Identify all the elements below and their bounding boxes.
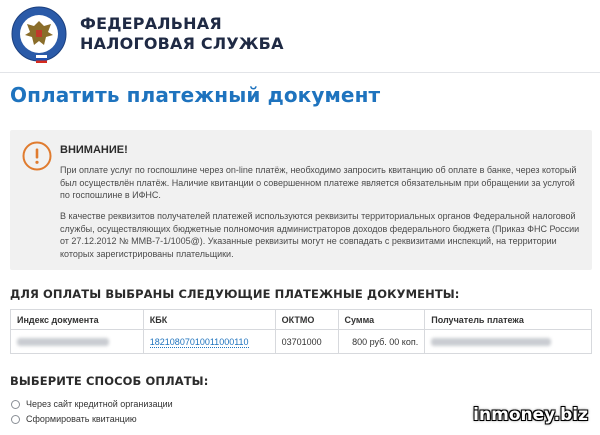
payment-option-label: Сформировать квитанцию <box>26 414 137 424</box>
payment-option-label: Через сайт кредитной организации <box>26 399 173 409</box>
payment-documents-table <box>10 309 592 354</box>
column-header-kbk: КБК <box>143 310 275 330</box>
notice-paragraph-2: В качестве реквизитов получателей платежей используются реквизиты территориальных органов Федеральной налоговой службы, осуществляющих бюджетные полномочия администраторов доходов федерального бюджета (Приказ ФНС России от 27.12.2012 № ММВ-7-1/1005@). Указанные реквизиты могут не совпадать с реквизитами инспекций, на территории которых зарегистрированы плательщики. <box>60 211 580 259</box>
radio-button[interactable] <box>11 415 20 424</box>
blurred-document-index <box>17 338 109 346</box>
column-header-oktmo: ОКТМО <box>275 310 338 330</box>
fns-emblem-icon[interactable] <box>10 5 68 63</box>
page-title: Оплатить платежный документ <box>10 83 381 107</box>
documents-section-title: ДЛЯ ОПЛАТЫ ВЫБРАНЫ СЛЕДУЮЩИЕ ПЛАТЕЖНЫЕ ДОКУМЕНТЫ: <box>10 287 460 301</box>
logo-line-1: ФЕДЕРАЛЬНАЯ <box>80 14 222 33</box>
column-header-recipient: Получатель платежа <box>425 310 592 330</box>
amount-value: 800 руб. 00 коп. <box>352 336 419 347</box>
exclamation-circle-icon <box>22 141 52 171</box>
blurred-recipient <box>431 338 551 346</box>
payment-option-bank-site[interactable] <box>11 399 173 409</box>
header-divider <box>0 72 600 73</box>
kbk-link[interactable]: 18210807010011000110 <box>149 336 249 347</box>
radio-button[interactable] <box>11 400 20 409</box>
watermark: inmoney.biz <box>473 405 588 425</box>
cell-document-index <box>11 330 144 354</box>
column-header-document-index: Индекс документа <box>11 310 144 330</box>
cell-recipient <box>425 330 592 354</box>
payment-option-receipt[interactable] <box>11 414 137 424</box>
table-row <box>11 330 592 354</box>
site-logo-title[interactable] <box>80 14 284 54</box>
cell-amount <box>338 330 425 354</box>
site-header <box>0 0 600 72</box>
column-header-amount: Сумма <box>338 310 425 330</box>
cell-kbk <box>143 330 275 354</box>
table-header-row <box>11 310 592 330</box>
notice-heading: ВНИМАНИЕ! <box>60 144 128 156</box>
payment-method-section-title: ВЫБЕРИТЕ СПОСОБ ОПЛАТЫ: <box>10 374 209 388</box>
cell-oktmo: 03701000 <box>275 330 338 354</box>
logo-line-2: НАЛОГОВАЯ СЛУЖБА <box>80 34 284 53</box>
warning-notice <box>10 130 592 270</box>
notice-paragraph-1: При оплате услуг по госпошлине через on-line платёж, необходимо запросить квитанцию об оплате в банке, через который был осуществлён платёж. Наличие квитанции о совершенном платеже является обязательным при обращении за услугой по госпошлине в ИФНС. <box>60 165 577 200</box>
